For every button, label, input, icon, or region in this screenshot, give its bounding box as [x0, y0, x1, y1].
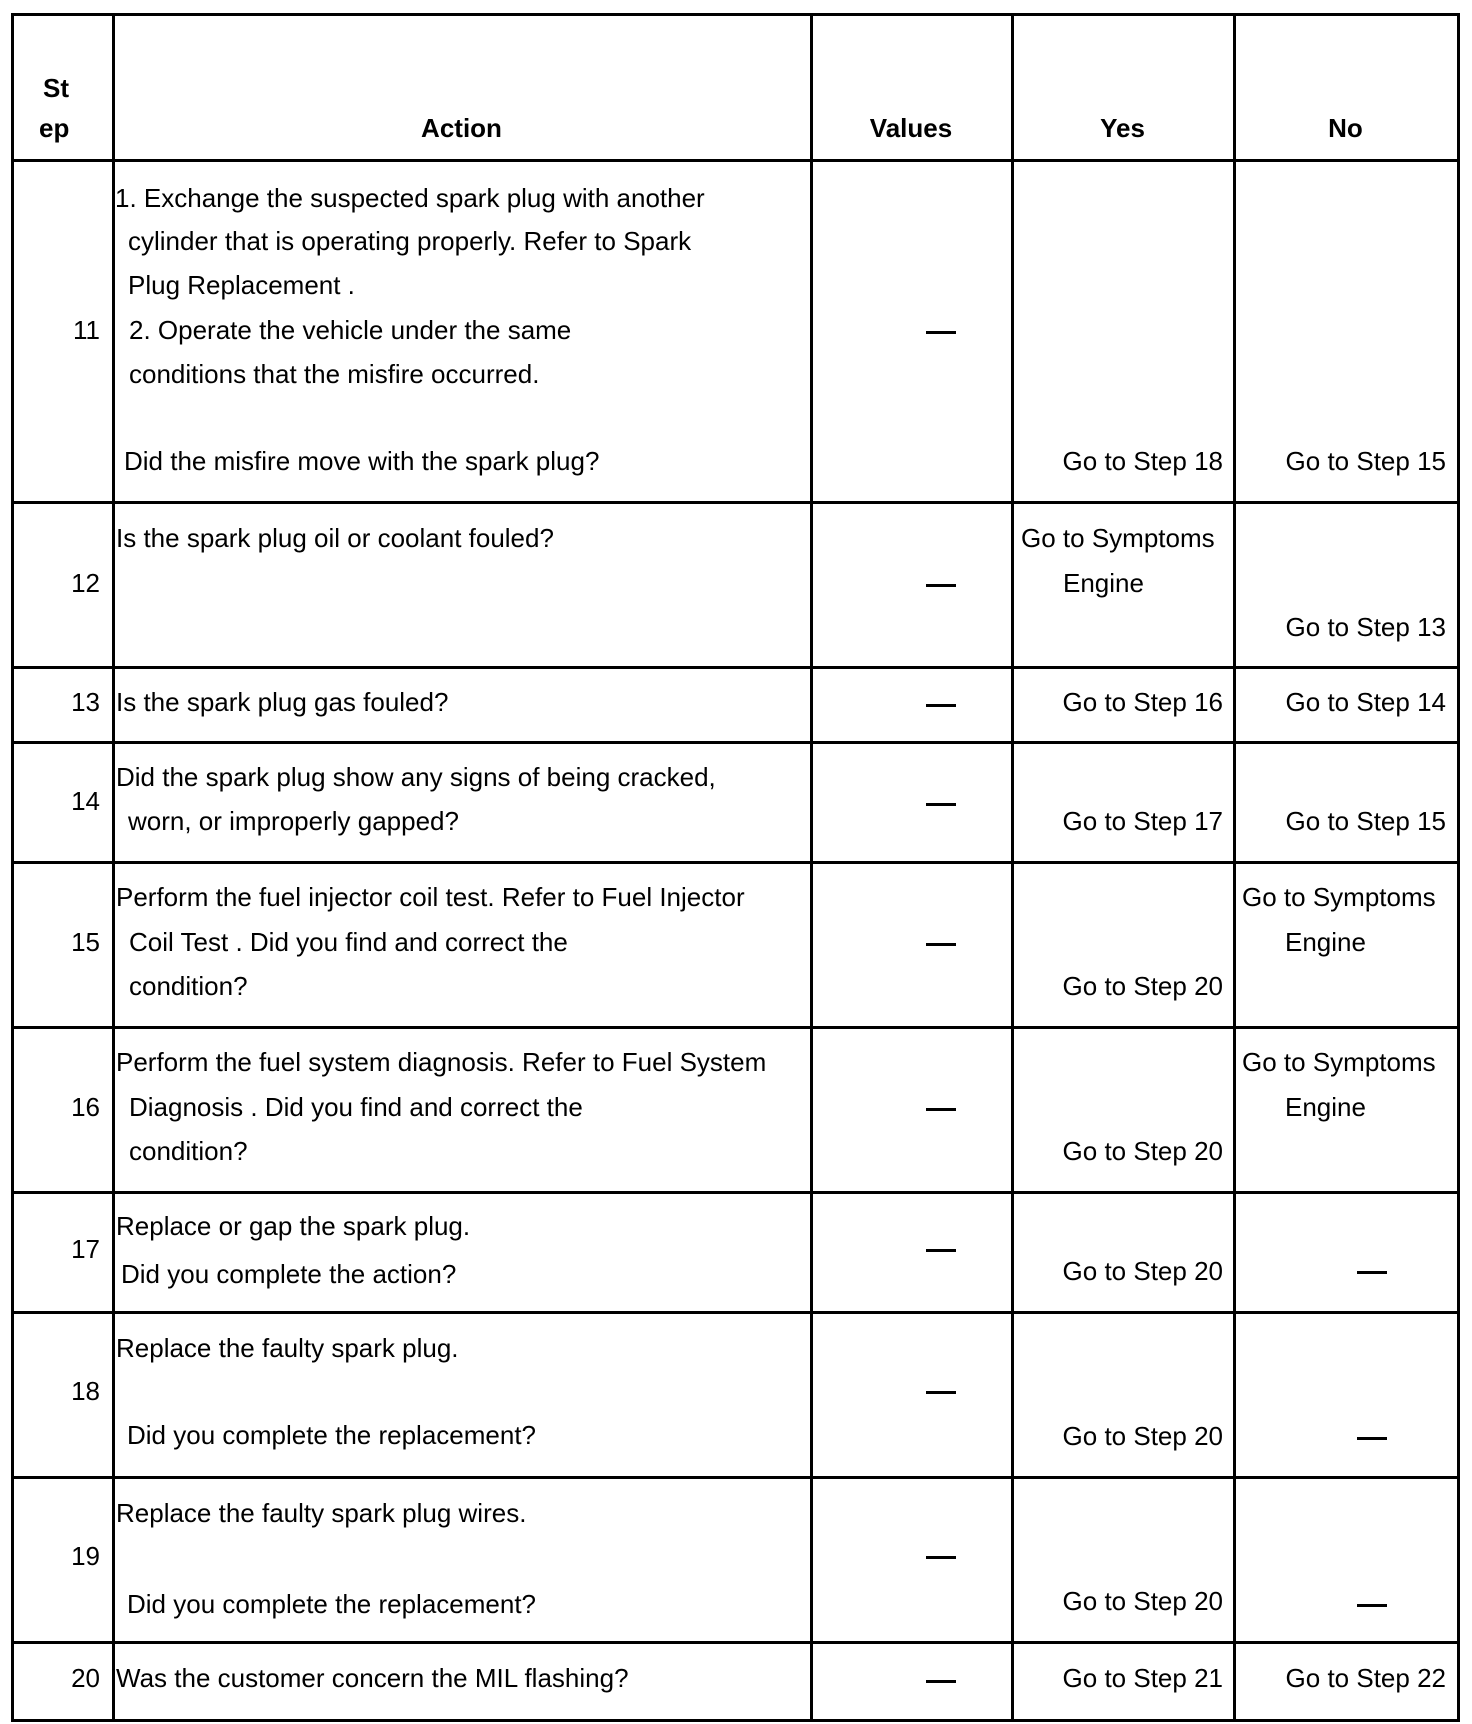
- yes-cell: Go to Step 20: [1062, 971, 1223, 1001]
- yes-cell: Go to Step 20: [1062, 1586, 1223, 1616]
- yes-cell: Go to Step 20: [1062, 1136, 1223, 1166]
- values-dash: [926, 704, 956, 707]
- values-dash: [926, 1249, 956, 1252]
- no-cell: Go to Symptoms: [1242, 882, 1436, 912]
- values-dash: [926, 331, 956, 334]
- no-cell: Go to Step 15: [1285, 806, 1446, 836]
- action-text: Perform the fuel system diagnosis. Refer to Fuel System: [116, 1047, 767, 1077]
- action-text: Replace the faulty spark plug.: [116, 1333, 459, 1363]
- no-cell: Go to Step 13: [1285, 612, 1446, 642]
- action-text: Plug Replacement .: [128, 270, 355, 300]
- no-cell: Go to Step 15: [1285, 446, 1446, 476]
- action-text: conditions that the misfire occurred.: [129, 359, 540, 389]
- action-text: Is the spark plug oil or coolant fouled?: [116, 523, 554, 553]
- values-dash: [926, 803, 956, 806]
- header-values: Values: [869, 113, 953, 143]
- action-text: condition?: [129, 1136, 248, 1166]
- no-dash: [1357, 1604, 1387, 1607]
- values-dash: [926, 1391, 956, 1394]
- yes-cell: Go to Step 20: [1062, 1256, 1223, 1286]
- header-yes: Yes: [1100, 113, 1145, 143]
- no-cell: Engine: [1285, 927, 1366, 957]
- values-dash: [926, 584, 956, 587]
- step-number: 20: [71, 1663, 100, 1693]
- no-cell: Go to Step 14: [1285, 687, 1446, 717]
- action-text: worn, or improperly gapped?: [128, 806, 459, 836]
- action-text: Did the misfire move with the spark plug?: [124, 446, 600, 476]
- action-text: Did the spark plug show any signs of being cracked,: [116, 762, 716, 792]
- step-number: 16: [71, 1092, 100, 1122]
- header-no: No: [1328, 113, 1363, 143]
- yes-cell: Go to Step 18: [1062, 446, 1223, 476]
- values-dash: [926, 943, 956, 946]
- action-text: cylinder that is operating properly. Refer to Spark: [128, 226, 692, 256]
- action-text: 2. Operate the vehicle under the same: [129, 315, 572, 345]
- no-cell: Engine: [1285, 1092, 1366, 1122]
- step-number: 15: [71, 927, 100, 957]
- yes-cell: Go to Step 21: [1062, 1663, 1223, 1693]
- action-text: condition?: [129, 971, 248, 1001]
- values-dash: [926, 1108, 956, 1111]
- yes-cell: Go to Step 17: [1062, 806, 1223, 836]
- header-step-line2: ep: [39, 113, 70, 143]
- step-number: 13: [71, 687, 100, 717]
- action-text: Diagnosis . Did you find and correct the: [129, 1092, 583, 1122]
- step-number: 11: [73, 315, 100, 345]
- header-step-line1: St: [43, 73, 69, 103]
- action-text: Did you complete the replacement?: [127, 1589, 537, 1619]
- action-text: Did you complete the action?: [121, 1259, 457, 1289]
- yes-cell: Go to Symptoms: [1021, 523, 1215, 553]
- yes-cell: Engine: [1063, 568, 1144, 598]
- yes-cell: Go to Step 16: [1062, 687, 1223, 717]
- step-number: 14: [71, 786, 100, 816]
- action-text: Did you complete the replacement?: [127, 1420, 537, 1450]
- action-text: Replace or gap the spark plug.: [116, 1211, 471, 1241]
- no-dash: [1357, 1437, 1387, 1440]
- action-text: Is the spark plug gas fouled?: [116, 687, 449, 717]
- action-text: 1. Exchange the suspected spark plug with another: [115, 183, 705, 213]
- no-dash: [1357, 1271, 1387, 1274]
- no-cell: Go to Step 22: [1285, 1663, 1446, 1693]
- action-text: Replace the faulty spark plug wires.: [116, 1498, 527, 1528]
- step-number: 17: [71, 1234, 100, 1264]
- action-text: Was the customer concern the MIL flashing?: [116, 1663, 629, 1693]
- no-cell: Go to Symptoms: [1242, 1047, 1436, 1077]
- values-dash: [926, 1680, 956, 1683]
- header-action: Action: [421, 113, 502, 143]
- step-number: 19: [71, 1541, 100, 1571]
- action-text: Coil Test . Did you find and correct the: [129, 927, 568, 957]
- values-dash: [926, 1556, 956, 1559]
- step-number: 12: [71, 568, 100, 598]
- step-number: 18: [71, 1376, 100, 1406]
- diagnostic-table: [11, 13, 1460, 1722]
- action-text: Perform the fuel injector coil test. Refer to Fuel Injector: [116, 882, 745, 912]
- yes-cell: Go to Step 20: [1062, 1421, 1223, 1451]
